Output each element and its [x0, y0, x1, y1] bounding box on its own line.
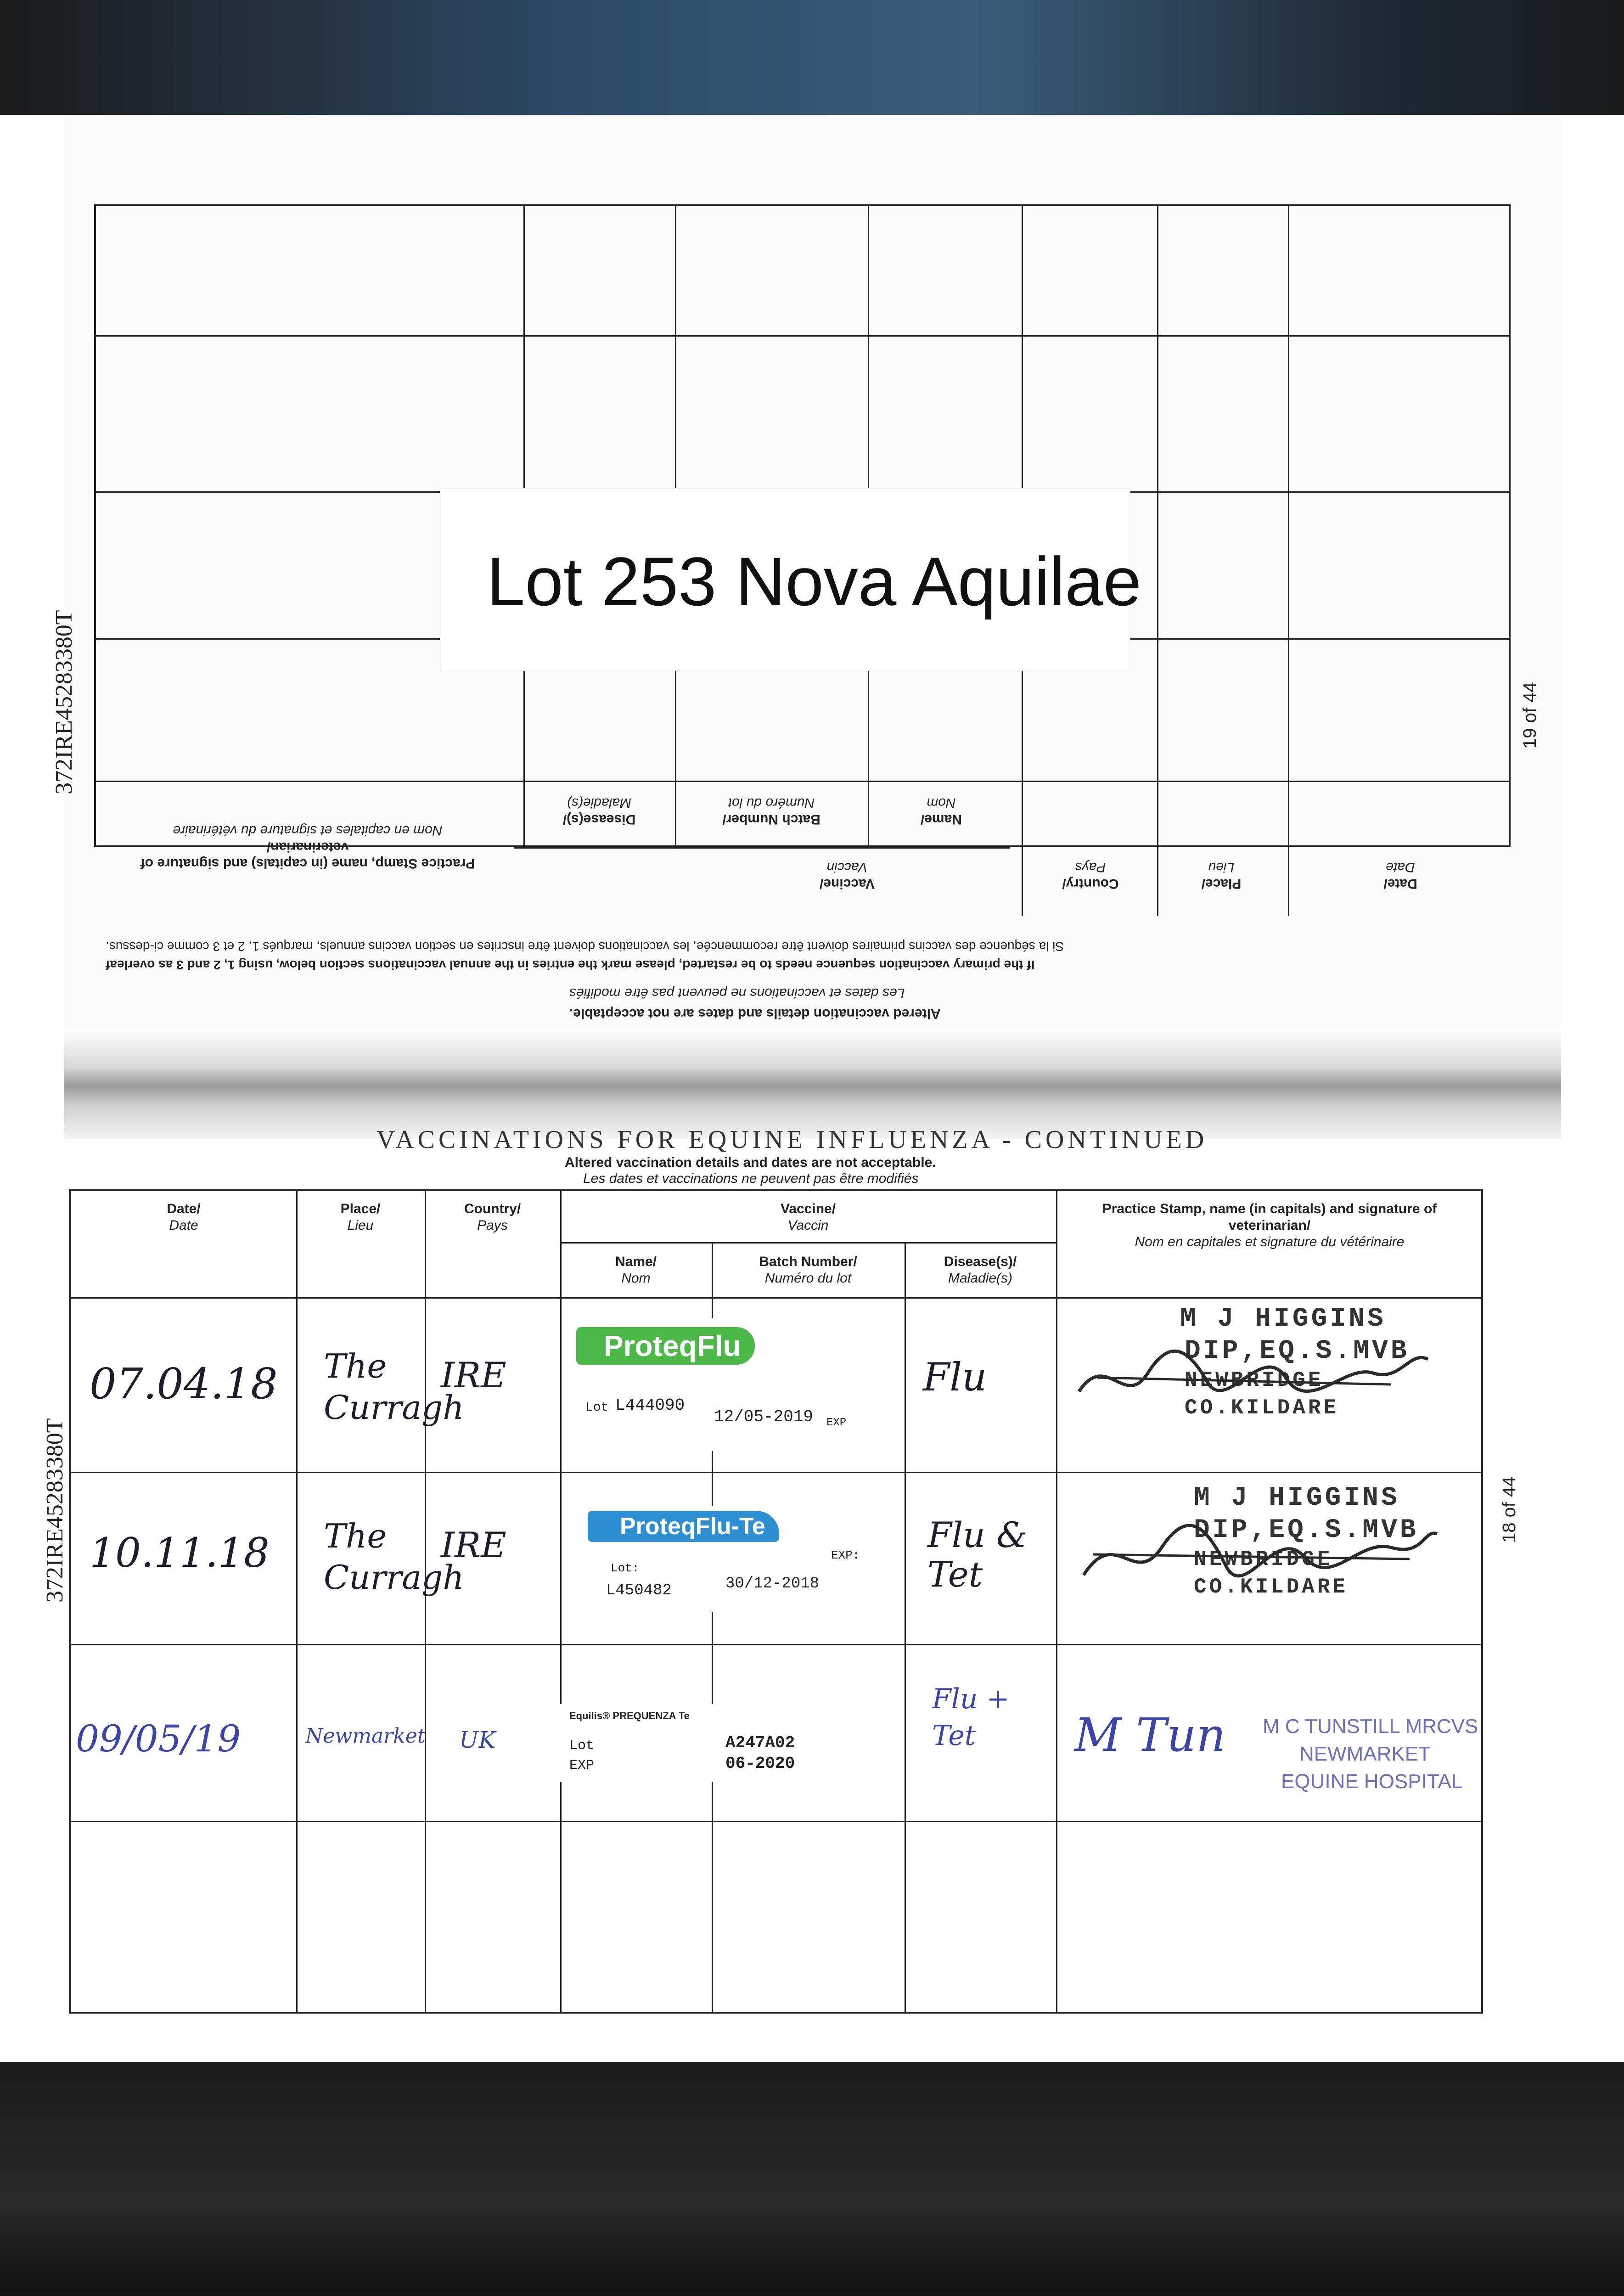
- row2-expiry: 30/12-2018: [725, 1575, 820, 1593]
- upper-row-line: [94, 335, 1511, 337]
- upper-header-country: Country/ Pays: [1062, 860, 1119, 891]
- header-disease: Disease(s)/ Maladie(s): [944, 1254, 1017, 1286]
- table-row-line: [69, 1644, 1483, 1645]
- scanner-top-border: [0, 0, 1624, 115]
- row2-exp-label: EXP:: [831, 1548, 860, 1562]
- scanner-bottom-border: [0, 2062, 1624, 2296]
- row1-place: The Curragh: [324, 1347, 464, 1427]
- upper-header-disease: Disease(s)/ Maladie(s): [562, 795, 636, 827]
- notice-fr: Les dates et vaccinations ne peuvent pas être modifiés: [583, 1171, 919, 1186]
- row2-signature-icon: [1074, 1502, 1442, 1593]
- page-number-lower: 18 of 44: [1499, 1476, 1519, 1543]
- upper-notice-en: Altered vaccination details and dates are not acceptable.: [569, 1006, 941, 1021]
- table-row-line: [69, 1472, 1483, 1473]
- header-vaccine: Vaccine/ Vaccin: [780, 1201, 836, 1233]
- upper-col-line: [1288, 204, 1289, 916]
- header-batch: Batch Number/ Numéro du lot: [759, 1254, 857, 1286]
- row1-stamp-line: M J HIGGINS: [1180, 1304, 1386, 1334]
- upper-header-vaccine: Vaccine/ Vaccin: [819, 860, 875, 891]
- row2-disease: Flu & Tet: [927, 1514, 1028, 1595]
- row3-place: Newmarket: [305, 1724, 426, 1748]
- lot-label-text: Lot 253 Nova Aquilae: [487, 543, 1142, 620]
- row3-lot-label: Lot: [569, 1738, 595, 1754]
- row3-date: 09/05/19: [76, 1717, 241, 1760]
- row3-stamp-line: EQUINE HOSPITAL: [1281, 1770, 1463, 1793]
- table-row-line: [69, 1821, 1483, 1822]
- section-title: VACCINATIONS FOR EQUINE INFLUENZA - CONTINUED: [376, 1125, 1208, 1154]
- table-row-line: [69, 1297, 1483, 1299]
- row2-vaccine-name: ProteqFlu-Te: [588, 1511, 779, 1542]
- row1-exp-label: EXP: [826, 1417, 847, 1429]
- row2-lot-prefix: Lot:: [611, 1561, 640, 1575]
- row1-disease: Flu: [923, 1355, 987, 1400]
- upper-restart-en: If the primary vaccination sequence needs to be restarted, please mark the entries in the annual vaccinations section below, using 1, 2 and 3 as overleaf: [106, 958, 1035, 972]
- header-place: Place/ Lieu: [340, 1201, 381, 1233]
- table-col-line: [905, 1242, 906, 2014]
- row3-expiry: 06-2020: [725, 1754, 795, 1773]
- row2-stamp-line: CO.KILDARE: [1194, 1575, 1349, 1599]
- book-fold: [64, 1029, 1561, 1139]
- notice-en: Altered vaccination details and dates are not acceptable.: [565, 1155, 936, 1170]
- row1-stamp-line: DIP,EQ.S.MVB: [1185, 1336, 1410, 1366]
- upper-notice-fr: Les dates et vaccinations ne peuvent pas être modifiés: [569, 985, 905, 1001]
- row1-vaccine-name: ProteqFlu: [576, 1327, 755, 1365]
- row2-place: The Curragh: [324, 1517, 464, 1597]
- side-code-upper: 372IRE45283380T: [51, 610, 77, 794]
- row2-stamp-line: DIP,EQ.S.MVB: [1194, 1515, 1419, 1545]
- row3-signature: M Tun: [1074, 1708, 1226, 1762]
- header-stamp: Practice Stamp, name (in capitals) and signature of veterinarian/ Nom en capitales et signature du vétérinaire: [1102, 1201, 1437, 1249]
- row1-expiry: 12/05-2019: [714, 1407, 814, 1426]
- upper-row-line: [514, 847, 1010, 849]
- header-country: Country/ Pays: [464, 1201, 521, 1233]
- upper-header-batch: Batch Number/ Numéro du lot: [722, 795, 820, 827]
- header-name: Name/ Nom: [615, 1254, 657, 1286]
- row2-stamp-line: M J HIGGINS: [1194, 1483, 1400, 1513]
- row1-stamp-line: NEWBRIDGE: [1185, 1368, 1324, 1392]
- page-number-upper: 19 of 44: [1520, 682, 1540, 748]
- upper-col-line: [1157, 204, 1158, 916]
- table-col-line: [1056, 1189, 1057, 2014]
- side-code-lower: 372IRE45283380T: [42, 1418, 68, 1603]
- table-col-line: [560, 1189, 562, 2014]
- row1-lot-prefix: Lot: [585, 1401, 609, 1415]
- upper-header-place: Place/ Lieu: [1201, 860, 1242, 891]
- row1-stamp-line: CO.KILDARE: [1185, 1396, 1339, 1420]
- row3-lot: A247A02: [725, 1733, 795, 1752]
- row1-signature-icon: [1070, 1322, 1437, 1414]
- row1-lot: L444090: [615, 1396, 685, 1415]
- upper-header-stamp: Practice Stamp, name (in capitals) and signature of veterinarian/ Nom en capitales et signature du vétérinaire: [140, 823, 475, 871]
- row3-disease: Flu + Tet: [932, 1683, 1010, 1752]
- row3-vaccine-name: Equilis® PREQUENZA Te: [569, 1710, 690, 1722]
- upper-row-line: [94, 781, 1511, 782]
- row1-vaccine-sticker: [576, 1318, 861, 1451]
- table-col-line: [425, 1189, 426, 2014]
- header-date: Date/ Date: [167, 1201, 201, 1233]
- upper-restart-fr: Si la séquence des vaccins primaires doivent être recommencée, les vaccinations doivent être inscrites en section vaccins annuels, marqués 1, 2 et 3 comme ci-dessus.: [106, 940, 1064, 954]
- vaccine-subheader-line: [560, 1242, 1056, 1244]
- row2-lot: L450482: [606, 1582, 672, 1599]
- upper-header-date: Date/ Date: [1383, 860, 1417, 891]
- table-col-line: [296, 1189, 298, 2014]
- row1-date: 07.04.18: [90, 1359, 278, 1408]
- row3-stamp-line: NEWMARKET: [1299, 1743, 1431, 1765]
- row3-vaccine-sticker: [556, 1704, 854, 1782]
- row3-country: UK: [459, 1727, 496, 1753]
- row1-country: IRE: [441, 1355, 506, 1396]
- row2-stamp-line: NEWBRIDGE: [1194, 1548, 1333, 1571]
- row3-stamp-line: M C TUNSTILL MRCVS: [1263, 1715, 1478, 1738]
- row3-exp-label: EXP: [569, 1758, 595, 1773]
- row2-vaccine-sticker: [588, 1506, 882, 1612]
- upper-header-name: Name/ Nom: [920, 795, 962, 827]
- row2-date: 10.11.18: [90, 1529, 270, 1576]
- row2-country: IRE: [441, 1525, 506, 1565]
